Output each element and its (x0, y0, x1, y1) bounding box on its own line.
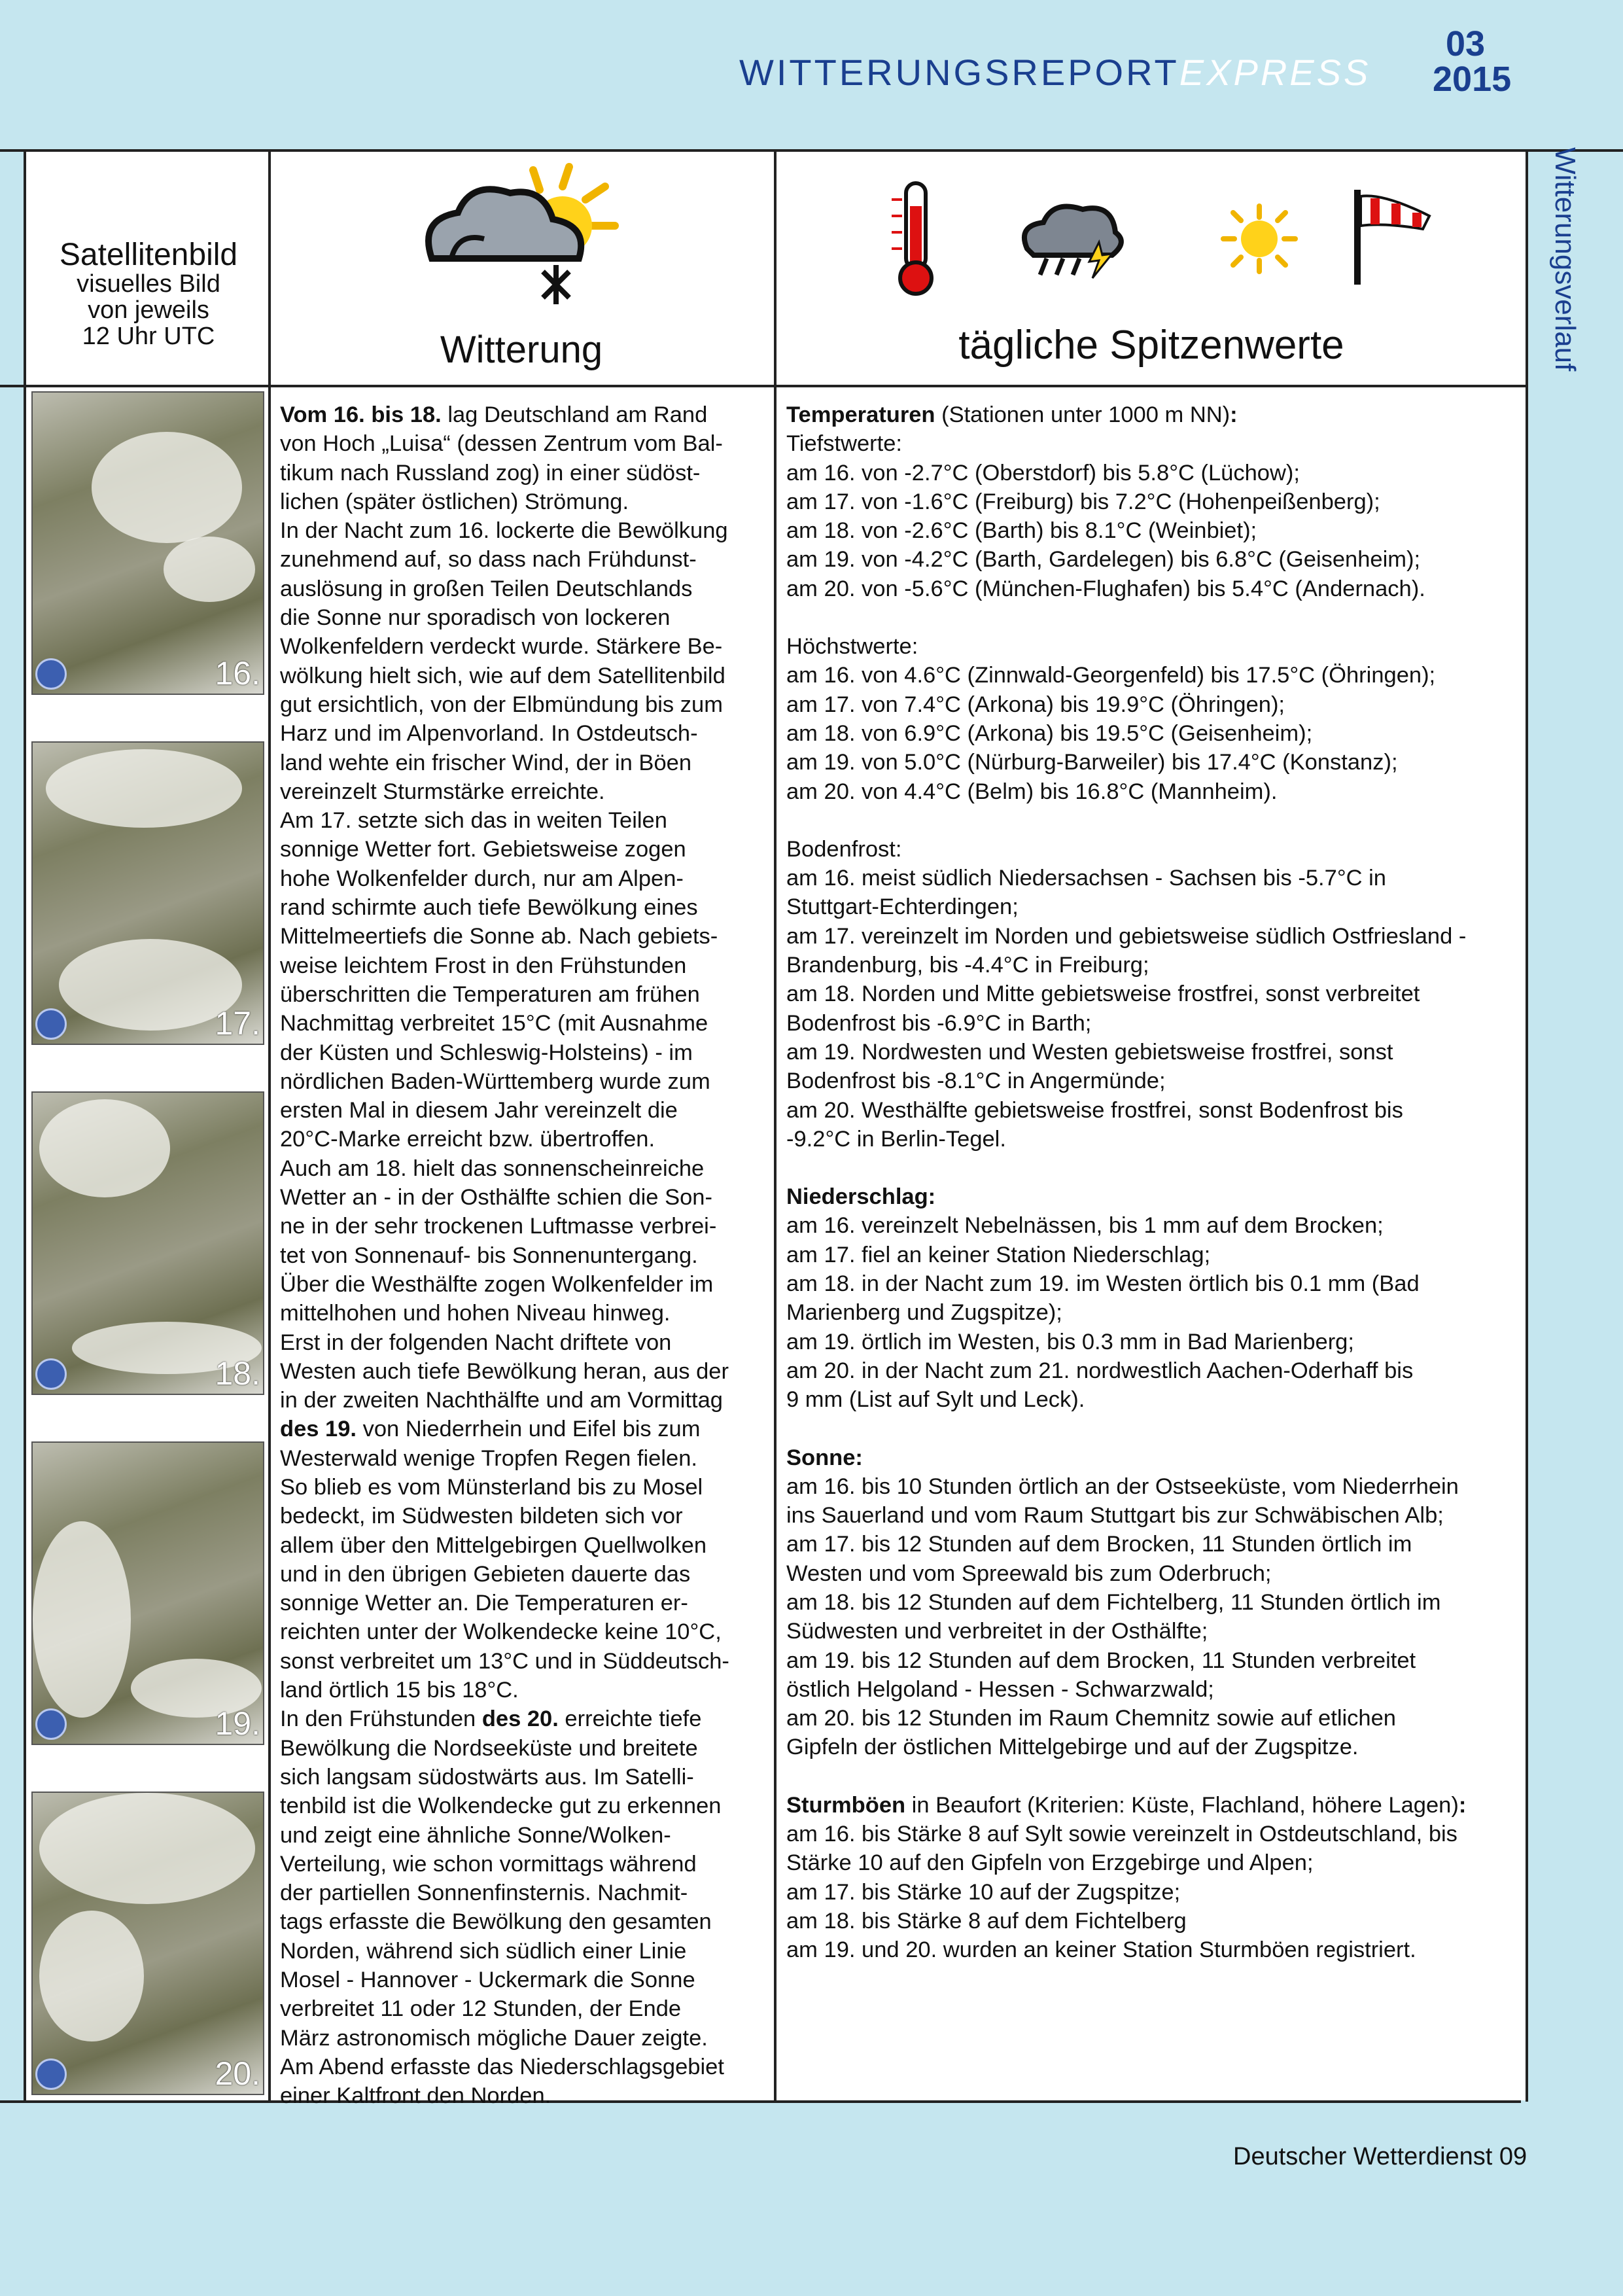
column-divider-right (1526, 150, 1528, 2102)
satellite-image-18 (31, 1091, 264, 1395)
text-line: ins Sauerland und vom Raum Stuttgart bis zur Schwäbischen Alb; (786, 1503, 1444, 1528)
column-divider-1 (268, 150, 271, 2102)
text-line: sonst verbreitet um 13°C und in Süddeutsch- (280, 1648, 729, 1674)
text-line: am 19. von -4.2°C (Barth, Gardelegen) bis 6.8°C (Geisenheim); (786, 547, 1421, 573)
text-line: am 17. von -1.6°C (Freiburg) bis 7.2°C (Hohenpeißenberg); (786, 489, 1380, 514)
text-line: ne in der sehr trockenen Luftmasse verbrei- (280, 1214, 717, 1239)
text-line: am 18. von -2.6°C (Barth) bis 8.1°C (Weinbiet); (786, 518, 1257, 544)
text-line: Niederschlag: (786, 1184, 936, 1210)
text-line: am 17. fiel an keiner Station Niederschlag; (786, 1242, 1211, 1267)
text-line: am 16. von -2.7°C (Oberstdorf) bis 5.8°C (Lüchow); (786, 460, 1300, 486)
text-line: Sonne: (786, 1445, 863, 1470)
text-line: tet von Sonnenauf- bis Sonnenuntergang. (280, 1243, 698, 1268)
text-line: Am Abend erfasste das Niederschlagsgebiet (280, 2054, 724, 2079)
text-line: tikum nach Russland zog) in einer südöst- (280, 460, 701, 486)
text-line: land örtlich 15 bis 18°C. (280, 1678, 519, 1703)
text-line: Höchstwerte: (786, 634, 918, 660)
text-line: Tiefstwerte: (786, 431, 903, 457)
text-line: 20°C-Marke erreicht bzw. übertroffen. (280, 1127, 655, 1152)
text-line: Harz und im Alpenvorland. In Ostdeutsch- (280, 721, 698, 747)
text-line: ersten Mal in diesem Jahr vereinzelt die (280, 1098, 678, 1123)
dwd-logo-icon (35, 2058, 67, 2090)
text-line: Stuttgart-Echterdingen; (786, 894, 1019, 920)
text-line: am 18. von 6.9°C (Arkona) bis 19.5°C (Geisenheim); (786, 720, 1313, 746)
text-line: Mosel - Hannover - Uckermark die Sonne (280, 1968, 695, 1993)
text-line: der Küsten und Schleswig-Holsteins) - im (280, 1040, 693, 1065)
issue-number: 03 (1446, 24, 1486, 63)
dwd-logo-icon (35, 1008, 67, 1040)
side-label (1541, 147, 1586, 383)
text-line: hohe Wolkenfelder durch, nur am Alpen- (280, 866, 684, 891)
text-line: Bodenfrost bis -6.9°C in Barth; (786, 1010, 1092, 1036)
text-line: zunehmend auf, so dass nach Frühdunst- (280, 547, 697, 573)
text-line: östlich Helgoland - Hessen - Schwarzwald; (786, 1676, 1214, 1702)
text-line: So blieb es vom Münsterland bis zu Mosel (280, 1474, 703, 1500)
text-line: Mittelmeertiefs die Sonne ab. Nach gebiets- (280, 924, 718, 949)
text-line: am 19. örtlich im Westen, bis 0.3 mm in Bad Marienberg; (786, 1329, 1354, 1354)
witterung-column-header: Witterung (440, 328, 603, 371)
paragraph-gap (786, 603, 1526, 632)
dwd-logo-icon (35, 1708, 67, 1740)
text-line: -9.2°C in Berlin-Tegel. (786, 1126, 1006, 1152)
text-line: Am 17. setzte sich das in weiten Teilen (280, 808, 667, 834)
text-line: sich langsam südostwärts aus. Im Satelli- (280, 1764, 694, 1790)
text-line: des 19. von Niederrhein und Eifel bis zum (280, 1417, 701, 1442)
text-line: Auch am 18. hielt das sonnenscheinreiche (280, 1156, 705, 1181)
text-line: verbreitet 11 oder 12 Stunden, der Ende (280, 1996, 682, 2022)
text-line: Wolkenfeldern verdeckt wurde. Stärkere Be- (280, 634, 723, 660)
text-line: land wehte ein frischer Wind, der in Böen (280, 750, 692, 775)
witterung-text (280, 400, 767, 2111)
weather-cloud-sun-icon (412, 160, 621, 317)
text-line: am 17. vereinzelt im Norden und gebietsweise südlich Ostfriesland - (786, 923, 1467, 949)
text-line: mittelhohen und hohen Niveau hinweg. (280, 1301, 671, 1326)
text-line: und zeigt eine ähnliche Sonne/Wolken- (280, 1822, 671, 1848)
text-line: am 20. bis 12 Stunden im Raum Chemnitz sowie auf etlichen (786, 1706, 1396, 1731)
text-line: am 20. Westhälfte gebietsweise frostfrei, sonst Bodenfrost bis (786, 1097, 1403, 1123)
text-line: die Sonne nur sporadisch von lockeren (280, 605, 671, 631)
report-title-express: EXPRESS (1179, 52, 1371, 93)
spitzenwerte-text (786, 400, 1526, 1965)
text-line: März astronomisch mögliche Dauer zeigte. (280, 2025, 708, 2051)
satellite-header-title: Satellitenbild (59, 238, 238, 272)
text-line: überschritten die Temperaturen am frühen (280, 981, 700, 1007)
text-line: am 19. und 20. wurden an keiner Station Sturmböen registriert. (786, 1937, 1416, 1963)
column-divider-2 (774, 150, 777, 2102)
text-line: Sturmböen in Beaufort (Kriterien: Küste, Flachland, höhere Lagen): (786, 1792, 1467, 1818)
text-line: am 18. Norden und Mitte gebietsweise frostfrei, sonst verbreitet (786, 981, 1420, 1007)
text-line: am 19. Nordwesten und Westen gebietsweise frostfrei, sonst (786, 1039, 1393, 1065)
text-line: Erst in der folgenden Nacht driftete von (280, 1330, 672, 1355)
text-line: von Hoch „Luisa“ (dessen Zentrum vom Bal- (280, 431, 723, 457)
text-line: am 19. von 5.0°C (Nürburg-Barweiler) bis 17.4°C (Konstanz); (786, 750, 1398, 775)
dwd-logo-icon (35, 1358, 67, 1390)
text-line: Verteilung, wie schon vormittags während (280, 1851, 697, 1877)
text-line: allem über den Mittelgebirgen Quellwolken (280, 1532, 707, 1558)
satellite-day-label: 16. (215, 655, 260, 692)
text-line: Marienberg und Zugspitze); (786, 1300, 1062, 1326)
text-line: gut ersichtlich, von der Elbmündung bis zum (280, 692, 723, 717)
text-line: sonnige Wetter an. Die Temperaturen er- (280, 1591, 688, 1616)
text-line: Bewölkung die Nordseeküste und breitete (280, 1735, 698, 1761)
text-line: auslösung in großen Teilen Deutschlands (280, 576, 693, 601)
text-line: Westen auch tiefe Bewölkung heran, aus der (280, 1358, 729, 1384)
text-line: Gipfeln der östlichen Mittelgebirge und auf der Zugspitze. (786, 1735, 1359, 1760)
windsock-icon (1351, 186, 1436, 288)
column-divider-left (24, 150, 26, 2102)
satellite-image-16 (31, 391, 264, 695)
text-line: am 16. von 4.6°C (Zinnwald-Georgenfeld) bis 17.5°C (Öhringen); (786, 663, 1436, 688)
satellite-day-label: 18. (215, 1355, 260, 1392)
satellite-image-17 (31, 741, 264, 1045)
text-line: bedeckt, im Südwesten bildeten sich vor (280, 1504, 683, 1529)
report-title (739, 51, 1370, 94)
text-line: wölkung hielt sich, wie auf dem Satellitenbild (280, 663, 725, 688)
satellite-image-19 (31, 1441, 264, 1745)
thunderstorm-cloud-icon (1014, 190, 1132, 281)
text-line: tenbild ist die Wolkendecke gut zu erkennen (280, 1793, 722, 1819)
text-line: einer Kaltfront den Norden. (280, 2083, 551, 2109)
text-line: lichen (später östlichen) Strömung. (280, 489, 629, 514)
text-line: am 18. bis Stärke 8 auf dem Fichtelberg (786, 1908, 1187, 1934)
text-line: rand schirmte auch tiefe Bewölkung eines (280, 895, 698, 921)
text-line: am 16. vereinzelt Nebelnässen, bis 1 mm auf dem Brocken; (786, 1213, 1384, 1239)
text-line: Vom 16. bis 18. lag Deutschland am Rand (280, 402, 708, 427)
issue-year: 2015 (1433, 60, 1512, 99)
paragraph-gap (786, 1762, 1526, 1791)
text-line: vereinzelt Sturmstärke erreichte. (280, 779, 605, 804)
text-line: am 17. bis Stärke 10 auf der Zugspitze; (786, 1879, 1181, 1905)
text-line: Norden, während sich südlich einer Linie (280, 1938, 687, 1964)
text-line: am 18. bis 12 Stunden auf dem Fichtelberg, 11 Stunden örtlich im (786, 1589, 1441, 1615)
text-line: am 18. in der Nacht zum 19. im Westen örtlich bis 0.1 mm (Bad (786, 1271, 1420, 1297)
text-line: am 16. bis 10 Stunden örtlich an der Ostseeküste, vom Niederrhein (786, 1474, 1459, 1499)
text-line: am 16. meist südlich Niedersachsen - Sachsen bis -5.7°C in (786, 866, 1386, 891)
text-line: Bodenfrost: (786, 836, 902, 862)
text-line: In der Nacht zum 16. lockerte die Bewölkung (280, 518, 728, 544)
text-line: am 20. von 4.4°C (Belm) bis 16.8°C (Mannheim). (786, 779, 1278, 804)
text-line: Brandenburg, bis -4.4°C in Freiburg; (786, 953, 1149, 978)
thermometer-icon (886, 180, 945, 298)
text-line: Südwesten und verbreitet in der Osthälfte; (786, 1619, 1208, 1644)
text-line: In den Frühstunden des 20. erreichte tiefe (280, 1706, 702, 1732)
text-line: Westerwald wenige Tropfen Regen fielen. (280, 1445, 697, 1471)
satellite-day-label: 20. (215, 2055, 260, 2092)
text-line: 9 mm (List auf Sylt und Leck). (786, 1387, 1085, 1413)
text-line: Wetter an - in der Osthälfte schien die Son- (280, 1185, 712, 1210)
text-line: in der zweiten Nachthälfte und am Vormittag (280, 1388, 723, 1413)
text-line: und in den übrigen Gebieten dauerte das (280, 1561, 691, 1587)
satellite-header-line2: von jeweils (88, 296, 209, 325)
satellite-header-line3: 12 Uhr UTC (82, 323, 215, 351)
text-line: Nachmittag verbreitet 15°C (mit Ausnahme (280, 1011, 708, 1036)
report-title-main: WITTERUNGSREPORT (739, 52, 1179, 93)
paragraph-gap (786, 1415, 1526, 1443)
text-line: Über die Westhälfte zogen Wolkenfelder im (280, 1271, 714, 1297)
text-line: am 17. bis 12 Stunden auf dem Brocken, 11 Stunden örtlich im (786, 1532, 1412, 1557)
text-line: nördlichen Baden-Württemberg wurde zum (280, 1069, 710, 1094)
satellite-day-label: 17. (215, 1005, 260, 1042)
text-line: Westen und vom Spreewald bis zum Oderbruch; (786, 1561, 1272, 1586)
satellite-column-header (34, 239, 263, 350)
text-line: der partiellen Sonnenfinsternis. Nachmit- (280, 1881, 688, 1906)
top-rule (0, 149, 1623, 152)
satellite-day-label: 19. (215, 1705, 260, 1742)
satellite-header-line1: visuelles Bild (77, 270, 220, 298)
text-line: am 20. in der Nacht zum 21. nordwestlich Aachen-Oderhaff bis (786, 1358, 1414, 1383)
text-line: am 20. von -5.6°C (München-Flughafen) bis 5.4°C (Andernach). (786, 576, 1425, 601)
satellite-image-20 (31, 1792, 264, 2095)
text-line: am 17. von 7.4°C (Arkona) bis 19.9°C (Öhringen); (786, 692, 1285, 717)
text-line: reichten unter der Wolkendecke keine 10°C, (280, 1619, 722, 1645)
page-footer: Deutscher Wetterdienst 09 (1233, 2143, 1527, 2170)
paragraph-gap (786, 1154, 1526, 1182)
text-line: tags erfasste die Bewölkung den gesamten (280, 1909, 712, 1935)
text-line: am 19. bis 12 Stunden auf dem Brocken, 11 Stunden verbreitet (786, 1648, 1416, 1673)
spitzenwerte-column-header: tägliche Spitzenwerte (958, 323, 1344, 368)
text-line: Bodenfrost bis -8.1°C in Angermünde; (786, 1069, 1166, 1094)
text-line: weise leichtem Frost in den Frühstunden (280, 953, 687, 978)
paragraph-gap (786, 806, 1526, 835)
header-bottom-rule (0, 385, 1528, 387)
dwd-logo-icon (35, 658, 67, 690)
side-label-text: Witterungsverlauf (1549, 147, 1581, 372)
text-line: Temperaturen (Stationen unter 1000 m NN): (786, 402, 1238, 427)
text-line: sonnige Wetter fort. Gebietsweise zogen (280, 837, 686, 862)
text-line: Stärke 10 auf den Gipfeln von Erzgebirge und Alpen; (786, 1850, 1314, 1876)
sun-icon (1220, 203, 1299, 275)
text-line: am 16. bis Stärke 8 auf Sylt sowie vereinzelt in Ostdeutschland, bis (786, 1822, 1457, 1847)
